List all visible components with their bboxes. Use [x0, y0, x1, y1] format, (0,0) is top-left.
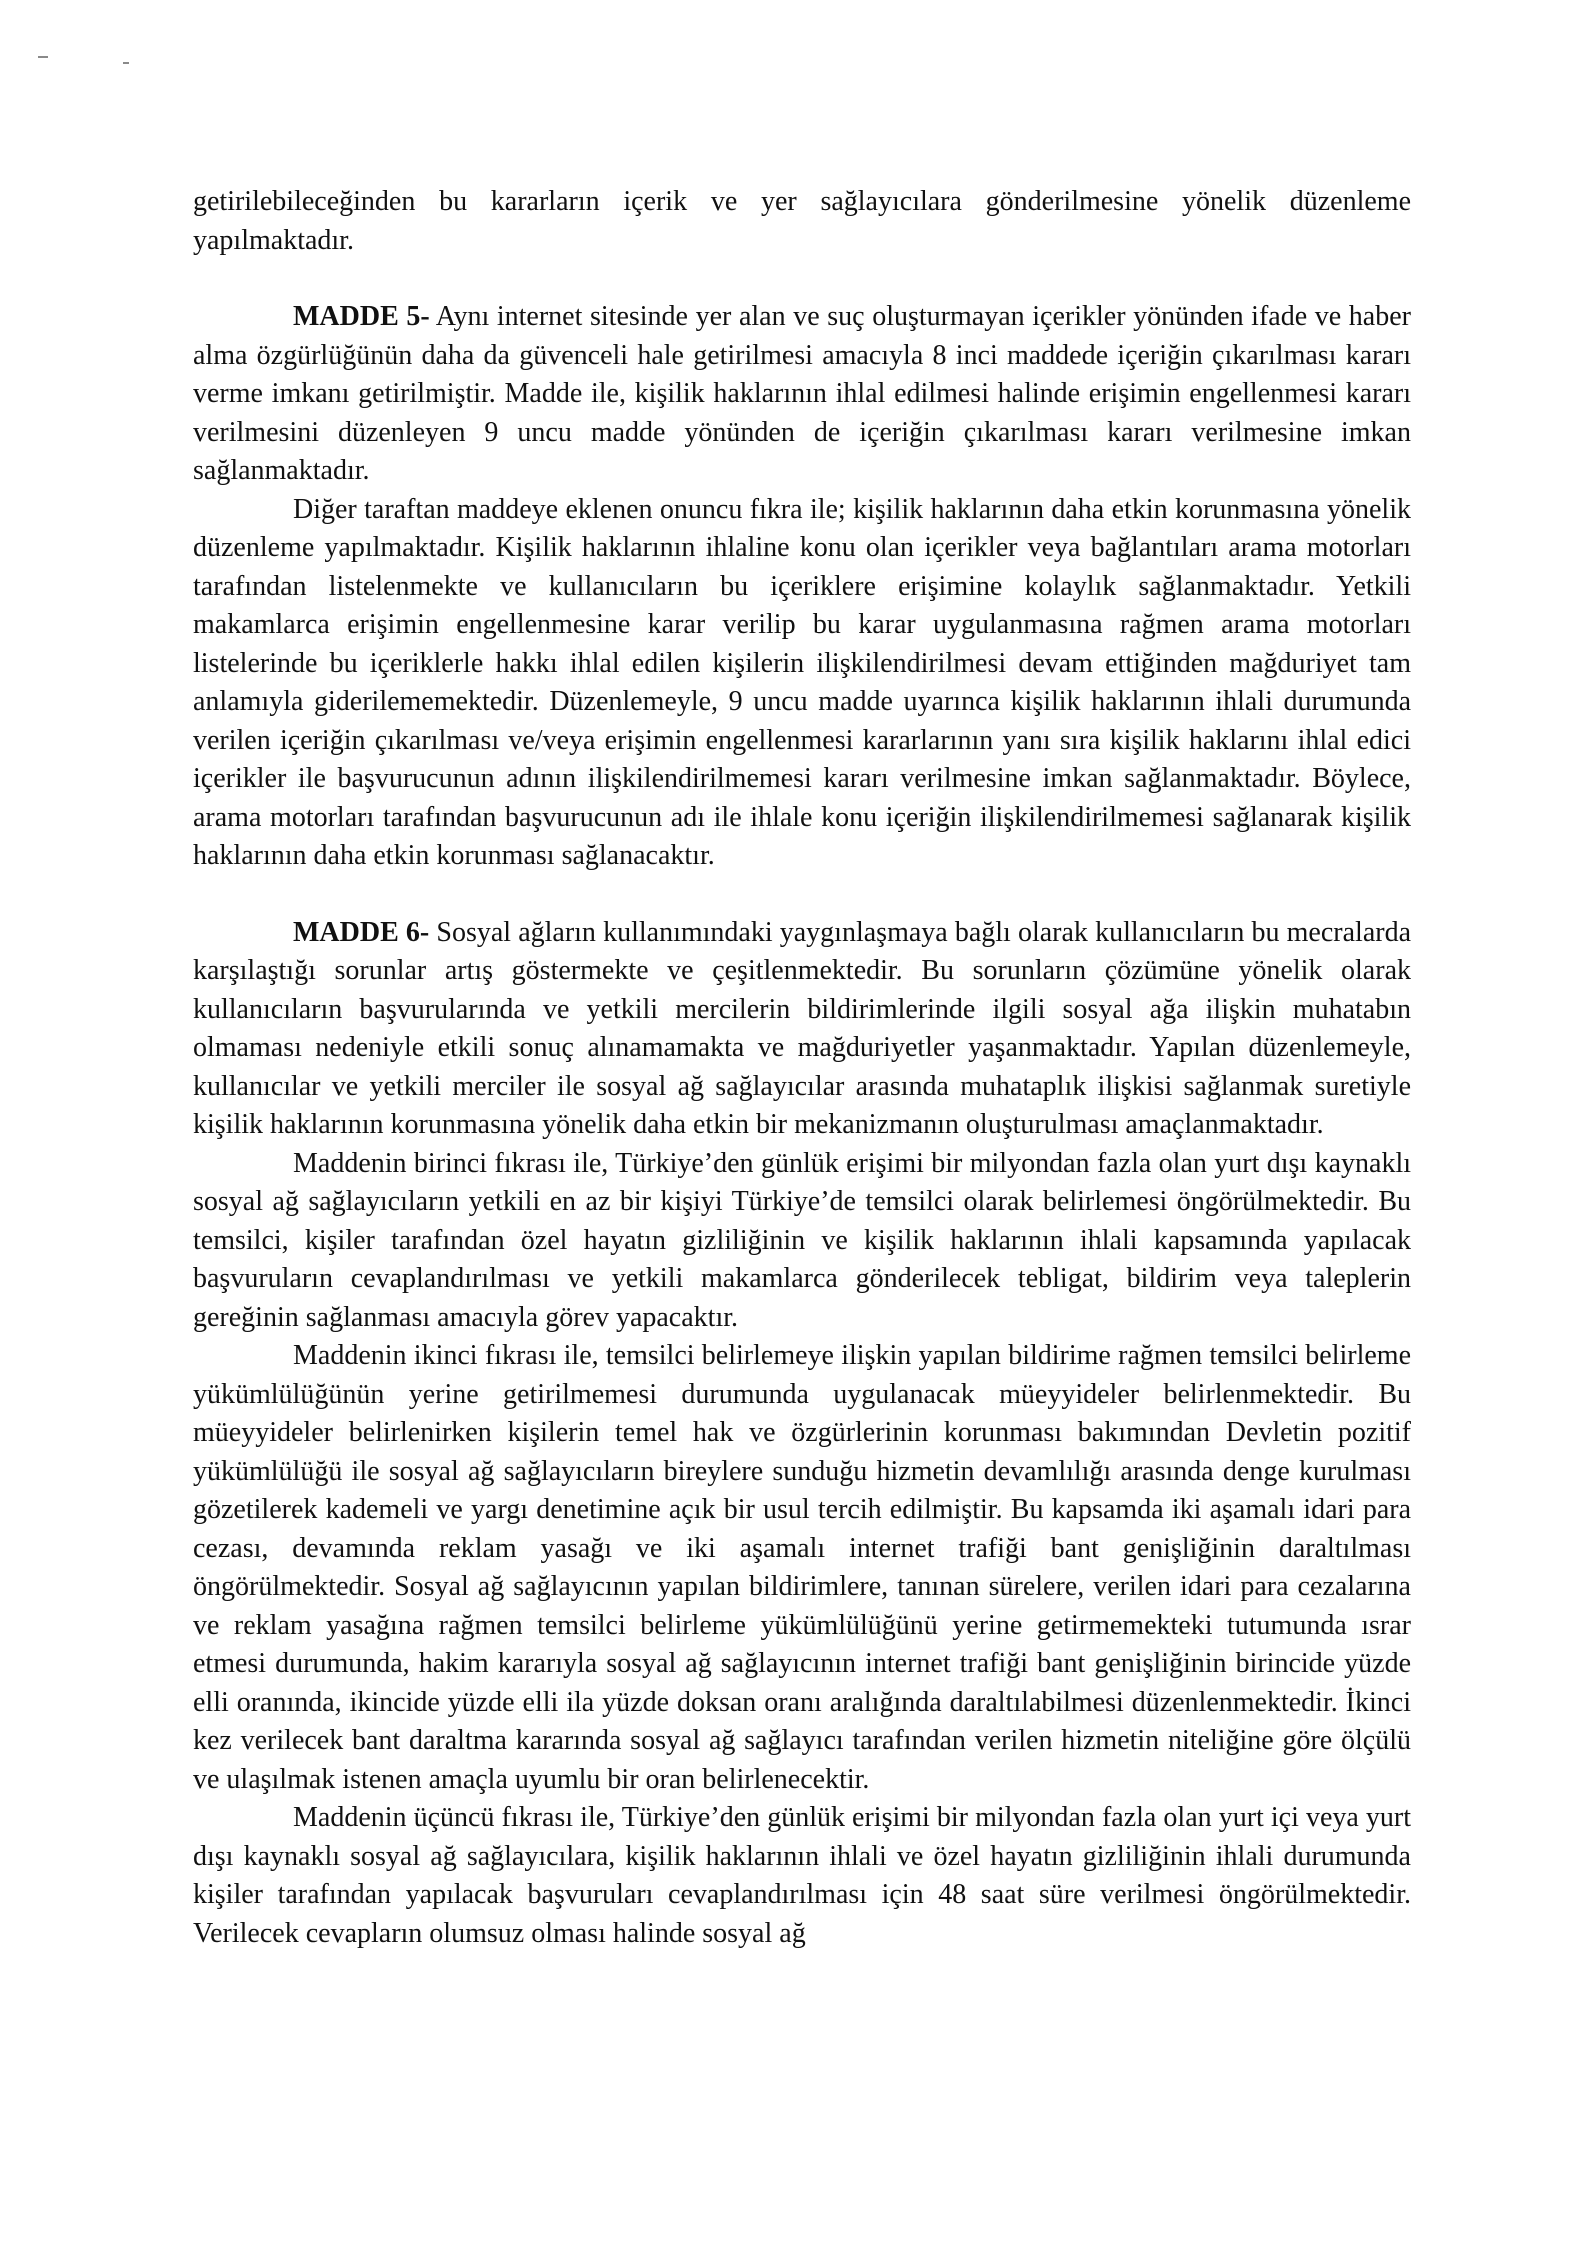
paragraph-text: Diğer taraftan maddeye eklenen onuncu fıkra ile; kişilik haklarının daha etkin korunmasına yönelik düzenleme yapılmaktadır. Kişilik haklarının ihlaline konu olan içerikler veya bağlantıları arama motorları tarafından listelenmekte ve kullanıcıların bu içeriklere erişimine kolaylık sağlanmaktadır. Yetkili makamlarca erişimin engellenmesine karar verilip bu karar uygulanmasına rağmen arama motorları listelerinde bu içeriklerle hakkı ihlal edilen kişilerin ilişkilendirilmesi devam ettiğinden mağduriyet tam anlamıyla giderilememektedir. Düzenlemeyle, 9 uncu madde uyarınca kişilik haklarının ihlali durumunda verilen içeriğin çıkarılması ve/veya erişimin engellenmesi kararlarının yanı sıra kişilik haklarını ihlal edici içerikler ile başvurucunun adının ilişkilendirilmemesi kararı verilmesine imkan sağlanmaktadır. Böylece, arama motorları tarafından başvurucunun adı ile ihlale konu içeriğin ilişkilendirilmemesi sağlanarak kişilik haklarının daha etkin korunması sağlanacaktır.	[193, 493, 1411, 871]
scan-artifact-mark	[123, 62, 129, 64]
paragraph-text: Aynı internet sitesinde yer alan ve suç oluşturmayan içerikler yönünden ifade ve haber alma özgürlüğünün daha da güvenceli hale getirilmesi amacıyla 8 inci maddede içeriğin çıkarılması kararı verme imkanı getirilmiştir. Madde ile, kişilik haklarının ihlal edilmesi halinde erişimin engellenmesi kararı verilmesini düzenleyen 9 uncu madde yönünden de içeriğin çıkarılması kararı verilmesine imkan sağlanmaktadır.	[193, 301, 1411, 486]
paragraph-text: Sosyal ağların kullanımındaki yaygınlaşmaya bağlı olarak kullanıcıların bu mecralarda karşılaştığı sorunlar artış göstermekte ve çeşitlenmektedir. Bu sorunların çözümüne yönelik olarak kullanıcıların başvurularında ve yetkili mercilerin bildirimlerinde ilgili sosyal ağa ilişkin muhatabın olmaması nedeniyle etkili sonuç alınamamakta ve mağduriyetler yaşanmaktadır. Yapılan düzenlemeyle, kullanıcılar ve yetkili merciler ile sosyal ağ sağlayıcılar arasında muhataplık ilişkisi sağlanmak suretiyle kişilik haklarının korunmasına yönelik daha etkin bir mekanizmanın oluşturulması amaçlanmaktadır.	[193, 916, 1411, 1140]
paragraph-madde-6	[193, 914, 1411, 1145]
paragraph-madde-6-third-clause	[193, 1799, 1411, 1953]
scan-artifact-mark	[38, 56, 48, 58]
paragraph-text: Maddenin üçüncü fıkrası ile, Türkiye’den günlük erişimi bir milyondan fazla olan yurt içi veya yurt dışı kaynaklı sosyal ağ sağlayıcılara, kişilik haklarının ihlali ve özel hayatın gizliliğinin ihlali durumunda kişiler tarafından yapılacak başvuruları cevaplandırılması için 48 saat süre verilmesi öngörülmektedir. Verilecek cevapların olumsuz olması halinde sosyal ağ	[193, 1802, 1411, 1949]
paragraph-continuation	[193, 183, 1411, 260]
document-body	[193, 183, 1411, 1953]
paragraph-text: Maddenin ikinci fıkrası ile, temsilci belirlemeye ilişkin yapılan bildirime rağmen temsilci belirleme yükümlülüğünün yerine getirilmemesi durumunda uygulanacak müeyyideler belirlenmektedir. Bu müeyyideler belirlenirken kişilerin temel hak ve özgürlerinin korunması bakımından Devletin pozitif yükümlülüğü ile sosyal ağ sağlayıcıların bireylere sunduğu hizmetin devamlılığı arasında denge kurulması gözetilerek kademeli ve yargı denetimine açık bir usul tercih edilmiştir. Bu kapsamda iki aşamalı idari para cezası, devamında reklam yasağı ve iki aşamalı internet trafiği bant genişliğinin daraltılması öngörülmektedir. Sosyal ağ sağlayıcının yapılan bildirimlere, tanınan sürelere, verilen idari para cezalarına ve reklam yasağına rağmen temsilci belirleme yükümlülüğünü yerine getirmemekteki tutumunda ısrar etmesi durumunda, hakim kararıyla sosyal ağ sağlayıcının internet trafiği bant genişliğinin birincide yüzde elli oranında, ikincide yüzde elli ila yüzde doksan oranı aralığında daraltılabilmesi düzenlenmektedir. İkinci kez verilecek bant daraltma kararında sosyal ağ sağlayıcı tarafından verilen hizmetin niteliğine göre ölçülü ve ulaşılmak istenen amaçla uyumlu bir oran belirlenecektir.	[193, 1340, 1411, 1795]
paragraph-text: Maddenin birinci fıkrası ile, Türkiye’den günlük erişimi bir milyondan fazla olan yurt dışı kaynaklı sosyal ağ sağlayıcıların yetkili en az bir kişiyi Türkiye’de temsilci olarak belirlemesi öngörülmektedir. Bu temsilci, kişiler tarafından özel hayatın gizliliğinin ve kişilik haklarının ihlali kapsamında yapılacak başvuruların cevaplandırılması ve yetkili makamlarca gönderilecek tebligat, bildirim veya taleplerin gereğinin sağlanması amacıyla görev yapacaktır.	[193, 1147, 1411, 1333]
article-heading: MADDE 6-	[293, 916, 430, 948]
paragraph-madde-6-first-clause	[193, 1145, 1411, 1338]
paragraph-madde-5	[193, 298, 1411, 491]
paragraph-text: getirilebileceğinden bu kararların içerik ve yer sağlayıcılara gönderilmesine yönelik düzenleme yapılmaktadır.	[193, 186, 1411, 256]
paragraph-madde-6-second-clause	[193, 1337, 1411, 1799]
article-heading: MADDE 5-	[293, 301, 430, 332]
paragraph-madde-5-continued	[193, 491, 1411, 876]
